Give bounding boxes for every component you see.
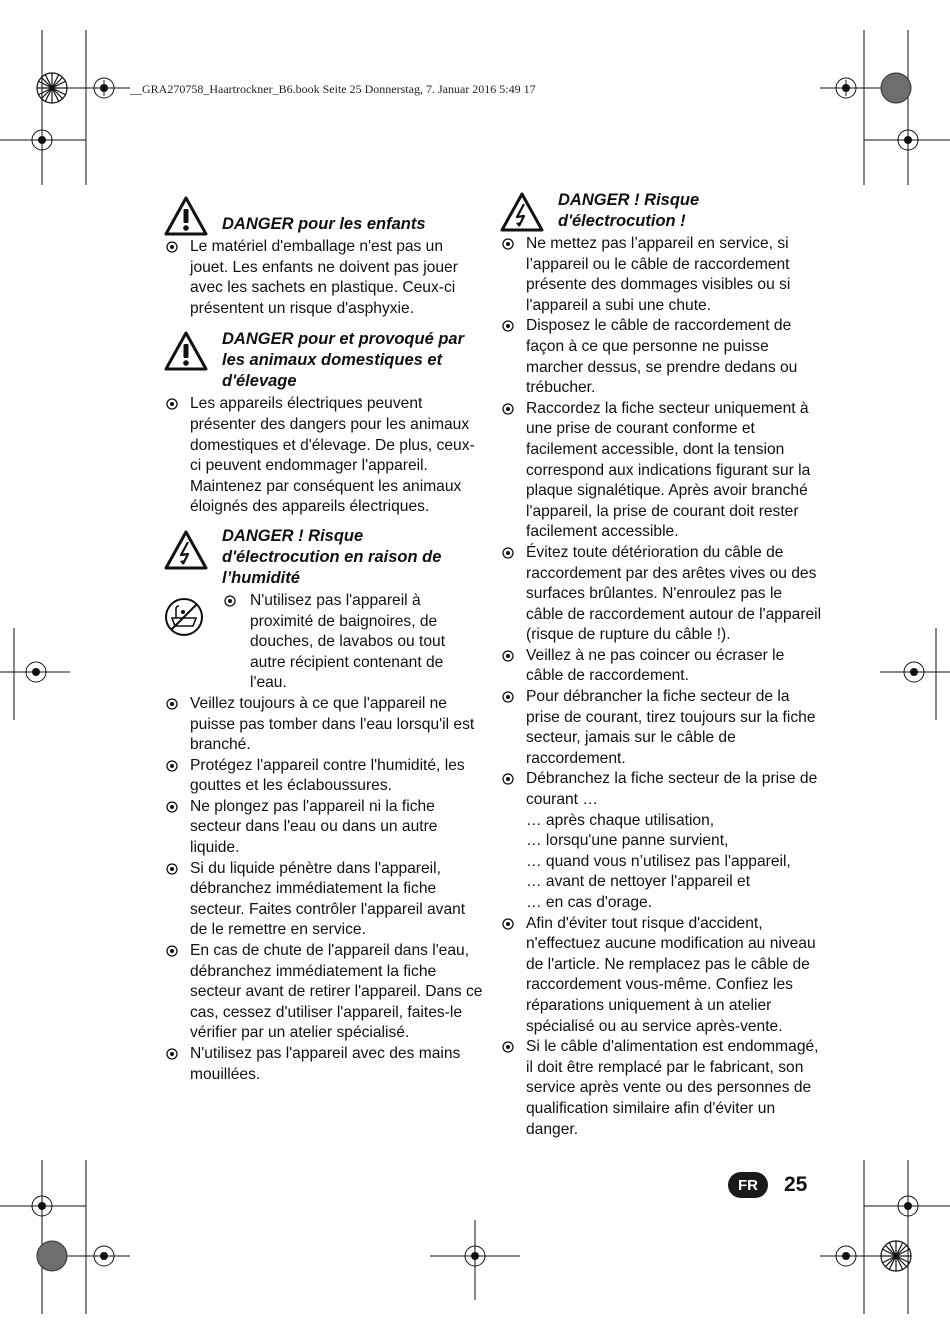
bullet-list bbox=[222, 591, 484, 694]
section-title: DANGER pour et provoqué par les animaux domestiques et d'élevage bbox=[222, 330, 465, 391]
bullet-icon bbox=[224, 595, 236, 607]
list-item bbox=[164, 237, 484, 319]
bullet-icon bbox=[166, 1048, 178, 1060]
bullet-list bbox=[500, 234, 822, 811]
bullet-icon bbox=[502, 691, 514, 703]
bullet-icon bbox=[166, 945, 178, 957]
list-item-text: Ne plongez pas l'appareil ni la fiche secteur dans l'eau ou dans un autre liquide. bbox=[190, 797, 438, 857]
bullet-list bbox=[164, 694, 484, 1085]
list-item-text: Les appareils électriques peuvent présenter des dangers pour les animaux domestiques et d'élevage. De plus, ceux-ci peuvent endommager l'appareil. Maintenez par conséquent les animaux éloignés des appareils électriques. bbox=[190, 395, 475, 516]
list-item-text: En cas de chute de l'appareil dans l'eau, débranchez immédiatement la fiche secteur avant de retirer l'appareil. Dans ce cas, cessez d'utiliser l'appareil, faites-le vérifier par un atelier spécialisé. bbox=[190, 942, 483, 1042]
list-item bbox=[500, 1037, 822, 1140]
list-item-text: Évitez toute détérioration du câble de raccordement par des arêtes vives ou des surfaces brûlantes. N'enroulez pas le câble de raccordement autour de l'appareil (risque de rupture du câble !). bbox=[526, 543, 822, 644]
list-item bbox=[164, 756, 484, 797]
list-item-text: Débranchez la fiche secteur de la prise de courant … bbox=[526, 770, 818, 809]
list-item-text: Protégez l'appareil contre l'humidité, les gouttes et les éclaboussures. bbox=[190, 756, 465, 795]
list-item bbox=[500, 399, 822, 543]
list-item bbox=[164, 941, 484, 1044]
bullet-icon bbox=[502, 918, 514, 930]
condition-line: … en cas d'orage. bbox=[526, 894, 653, 911]
bullet-icon bbox=[166, 398, 178, 410]
list-item-text: Disposez le câble de raccordement de façon à ce que personne ne puisse marcher dessus, se prendre dedans ou trébucher. bbox=[526, 317, 798, 397]
list-item bbox=[164, 394, 484, 518]
section-title: DANGER ! Risque d'électrocution ! bbox=[558, 191, 700, 230]
bullet-icon bbox=[502, 403, 514, 415]
electric-shock-triangle-icon bbox=[164, 530, 208, 570]
bullet-icon bbox=[502, 1041, 514, 1053]
list-item-text: N'utilisez pas l'appareil avec des mains mouillées. bbox=[190, 1045, 461, 1083]
list-item bbox=[500, 914, 822, 1038]
list-item-text: Veillez à ne pas coincer ou écraser le câble de raccordement. bbox=[526, 646, 785, 685]
right-column bbox=[500, 190, 822, 1146]
list-item bbox=[500, 769, 822, 810]
list-item-text: Afin d'éviter tout risque d'accident, n'effectuez aucune modification au niveau de l'article. Ne remplacez pas le câble de raccordement vous-même. Confiez les réparations uniquement à un atelier spécialisé ou au service après-vente. bbox=[526, 914, 816, 1035]
bullet-list bbox=[164, 394, 484, 518]
list-item bbox=[500, 234, 822, 316]
list-item bbox=[500, 316, 822, 398]
bullet-icon bbox=[166, 241, 178, 253]
list-item-text: N'utilisez pas l'appareil à proximité de baignoires, de douches, de lavabos ou tout autre récipient contenant de l'eau. bbox=[250, 591, 446, 692]
bullet-icon bbox=[502, 238, 514, 250]
list-item-text: Veillez toujours à ce que l'appareil ne puisse pas tomber dans l'eau lorsqu'il est branché. bbox=[190, 694, 475, 754]
print-header: __GRA270758_Haartrockner_B6.book Seite 25 Donnerstag, 7. Januar 2016 5:49 17 bbox=[130, 82, 536, 96]
section-title: DANGER ! Risque d'électrocution en raison de l’humidité bbox=[222, 526, 442, 587]
list-item bbox=[500, 543, 822, 646]
bullet-icon bbox=[502, 773, 514, 785]
list-item bbox=[164, 859, 484, 941]
bullet-icon bbox=[166, 863, 178, 875]
list-item-text: Si du liquide pénètre dans l'appareil, débranchez immédiatement la fiche secteur. Faites contrôler l'appareil avant de le remettre en service. bbox=[190, 859, 466, 939]
danger-heading bbox=[500, 190, 822, 232]
list-item-text: Si le câble d'alimentation est endommagé, il doit être remplacé par le fabricant, son service après vente ou des personnes de qualification similaire afin d'éviter un danger. bbox=[526, 1038, 819, 1138]
page-footer bbox=[728, 1172, 807, 1198]
bullet-icon bbox=[166, 698, 178, 710]
list-item bbox=[500, 687, 822, 769]
bullet-icon bbox=[502, 320, 514, 332]
page-number: 25 bbox=[784, 1173, 808, 1196]
condition-line: … après chaque utilisation, bbox=[526, 811, 715, 829]
danger-humidity-section bbox=[164, 526, 484, 1085]
danger-electrocution-section bbox=[500, 190, 822, 1140]
bullet-icon bbox=[502, 547, 514, 559]
danger-heading bbox=[164, 190, 484, 235]
electric-shock-triangle-icon bbox=[500, 192, 544, 232]
condition-line: … lorsqu'une panne survient, bbox=[526, 832, 729, 850]
list-item-text: Pour débrancher la fiche secteur de la prise de courant, tirez toujours sur la fiche secteur, jamais sur le câble de raccordement. bbox=[526, 688, 816, 767]
danger-heading bbox=[164, 329, 484, 392]
condition-line: … avant de nettoyer l'appareil et bbox=[526, 873, 751, 891]
list-item bbox=[164, 797, 484, 859]
bullet-icon bbox=[166, 760, 178, 772]
no-bathtub-icon bbox=[164, 597, 204, 637]
humidity-block bbox=[164, 591, 484, 694]
list-item bbox=[500, 646, 822, 687]
list-item-text: Raccordez la fiche secteur uniquement à une prise de courant conforme et facilement accessible, dont la tension correspond aux indications figurant sur la plaque signalétique. Après avoir branché l'appareil, la prise de courant doit rester facilement accessible. bbox=[526, 399, 811, 541]
section-title: DANGER pour les enfants bbox=[222, 215, 426, 233]
language-badge: FR bbox=[728, 1172, 768, 1198]
bullet-list bbox=[500, 914, 822, 1141]
list-item bbox=[222, 591, 484, 694]
danger-heading bbox=[164, 526, 484, 589]
bullet-icon bbox=[166, 801, 178, 813]
list-item bbox=[164, 1044, 484, 1085]
list-item-text: Le matériel d'emballage n'est pas un jouet. Les enfants ne doivent pas jouer avec les sachets en plastique. Ceux-ci présentent un risque d'asphyxie. bbox=[190, 238, 458, 317]
list-item bbox=[164, 694, 484, 756]
bullet-icon bbox=[502, 650, 514, 662]
warning-triangle-icon bbox=[164, 196, 208, 236]
bullet-list bbox=[164, 237, 484, 319]
danger-animals-section bbox=[164, 329, 484, 518]
left-column bbox=[164, 190, 484, 1091]
warning-triangle-icon bbox=[164, 331, 208, 371]
condition-line: … quand vous n’utilisez pas l'appareil, bbox=[526, 852, 791, 870]
danger-children-section bbox=[164, 190, 484, 319]
unplug-conditions-list bbox=[526, 811, 822, 914]
list-item-text: Ne mettez pas l’appareil en service, si l’appareil ou le câble de raccordement présente des dommages visibles ou si l'appareil a subi une chute. bbox=[526, 235, 791, 314]
